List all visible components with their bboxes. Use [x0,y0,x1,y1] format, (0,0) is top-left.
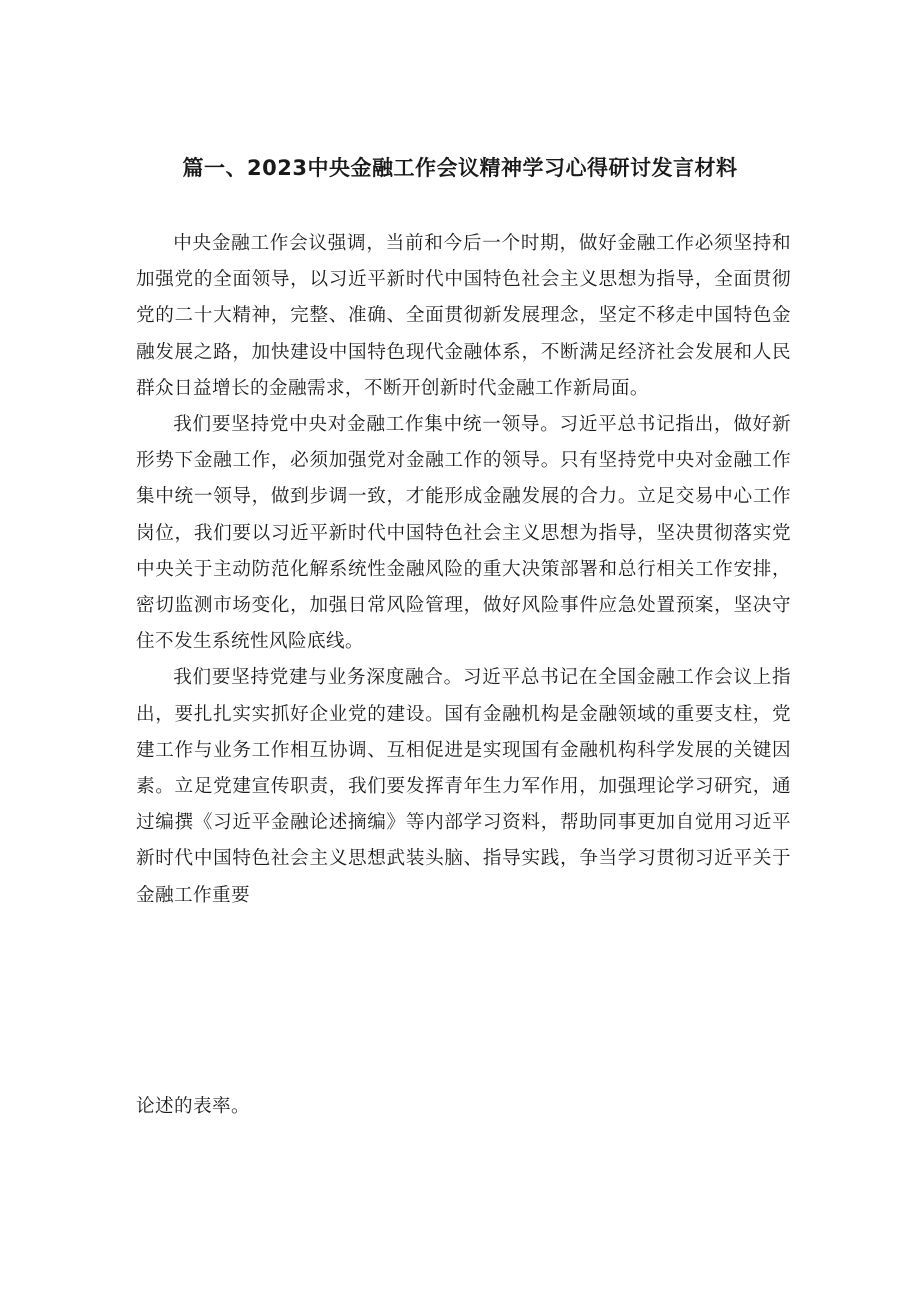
paragraph-3: 我们要坚持党建与业务深度融合。习近平总书记在全国金融工作会议上指出，要扎扎实实抓好企业党的建设。国有金融机构是金融领域的重要支柱，党建工作与业务工作相互协调、互相促进是实现国有金融机构科学发展的关键因素。立足党建宣传职责，我们要发挥青年生力军作用，加强理论学习研究，通过编撰《习近平金融论述摘编》等内部学习资料，帮助同事更加自觉用习近平新时代中国特色社会主义思想武装头脑、指导实践，争当学习贯彻习近平关于金融工作重要 [136,667,791,906]
paragraph-continuation: 论述的表率。 [136,1096,250,1117]
paragraph-2: 我们要坚持党中央对金融工作集中统一领导。习近平总书记指出，做好新形势下金融工作，必须加强党对金融工作的领导。只有坚持党中央对金融工作集中统一领导，做到步调一致，才能形成金融发展的合力。立足交易中心工作岗位，我们要以习近平新时代中国特色社会主义思想为指导，坚决贯彻落实党中央关于主动防范化解系统性金融风险的重大决策部署和总行相关工作安排，密切监测市场变化，加强日常风险管理，做好风险事件应急处置预案，坚决守住不发生系统性风险底线。 [136,414,791,653]
paragraph-1: 中央金融工作会议强调，当前和今后一个时期，做好金融工作必须坚持和加强党的全面领导，以习近平新时代中国特色社会主义思想为指导，全面贯彻党的二十大精神，完整、准确、全面贯彻新发展理念，坚定不移走中国特色金融发展之路，加快建设中国特色现代金融体系，不断满足经济社会发展和人民群众日益增长的金融需求，不断开创新时代金融工作新局面。 [136,233,791,399]
document-title: 篇一、2023中央金融工作会议精神学习心得研讨发言材料 [182,156,738,180]
document-body [136,226,791,914]
